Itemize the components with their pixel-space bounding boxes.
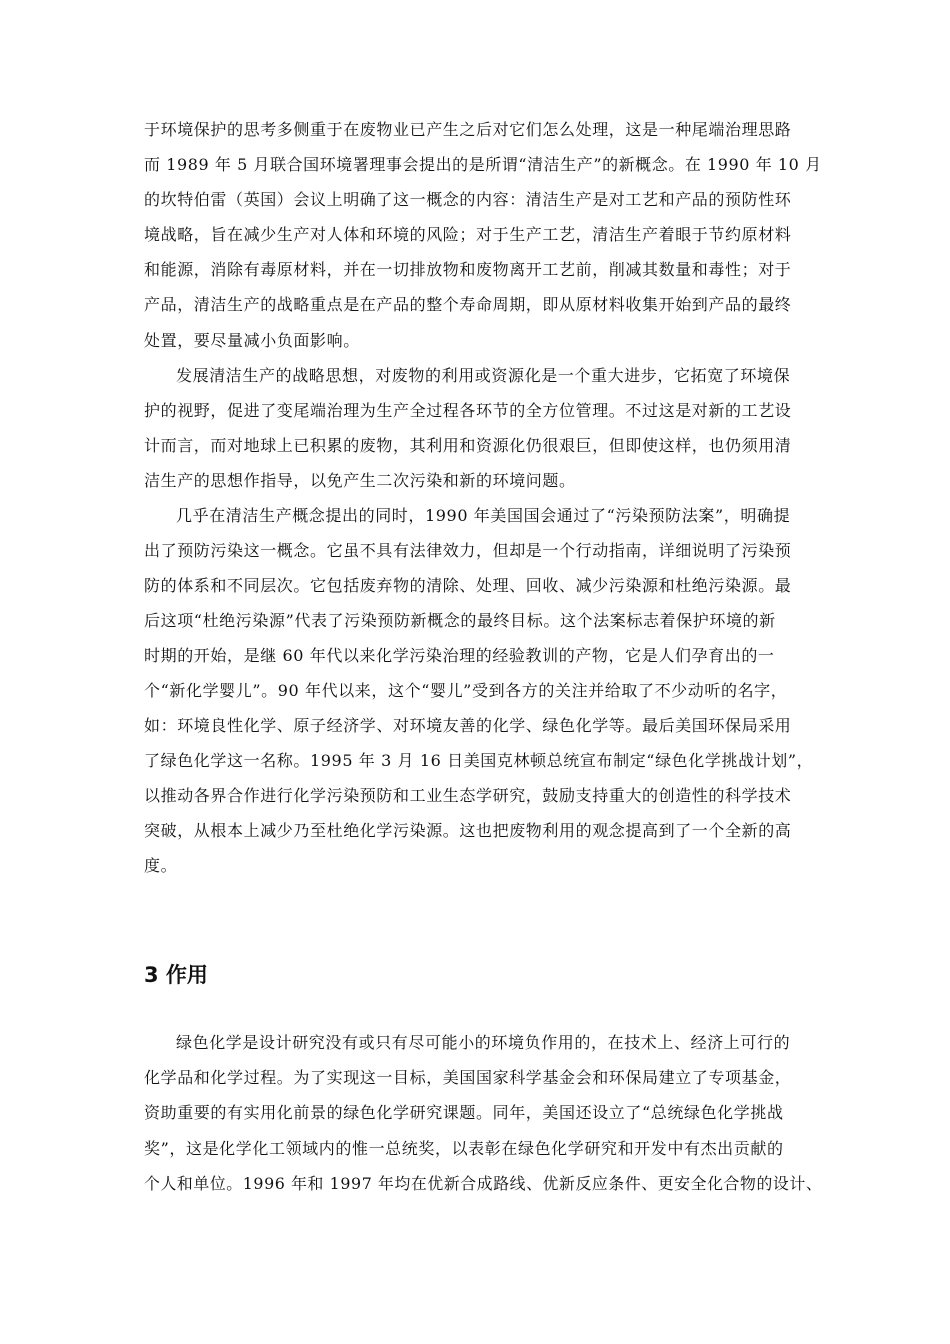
- text-line: 和能源，消除有毒原材料，并在一切排放物和废物离开工艺前，削减其数量和毒性；对于: [144, 260, 792, 279]
- text-line: 于环境保护的思考多侧重于在废物业已产生之后对它们怎么处理，这是一种尾端治理思路: [144, 120, 792, 139]
- text-line: 以推动各界合作进行化学污染预防和工业生态学研究，鼓励支持重大的创造性的科学技术: [144, 786, 792, 805]
- text-line: 几乎在清洁生产概念提出的同时，1990 年美国国会通过了“污染预防法案”，明确提: [176, 506, 791, 525]
- text-line: 防的体系和不同层次。它包括废弃物的清除、处理、回收、减少污染源和杜绝污染源。最: [144, 576, 792, 595]
- section-heading: 3 作用: [144, 963, 208, 987]
- text-line: 处置，要尽量减小负面影响。: [144, 331, 360, 350]
- text-line: 个“新化学婴儿”。90 年代以来，这个“婴儿”受到各方的关注并给取了不少动听的名字，: [144, 681, 788, 700]
- text-line: 如：环境良性化学、原子经济学、对环境友善的化学、绿色化学等。最后美国环保局采用: [144, 716, 792, 735]
- text-line: 而 1989 年 5 月联合国环境署理事会提出的是所谓“清洁生产”的新概念。在 1990 年 10 月: [144, 155, 822, 174]
- text-line: 计而言，而对地球上已积累的废物，其利用和资源化仍很艰巨，但即使这样，也仍须用清: [144, 436, 792, 455]
- text-line: 境战略，旨在减少生产对人体和环境的风险；对于生产工艺，清洁生产着眼于节约原材料: [144, 225, 792, 244]
- text-line: 突破，从根本上减少乃至杜绝化学污染源。这也把废物利用的观念提高到了一个全新的高: [144, 821, 792, 840]
- text-line: 的坎特伯雷（英国）会议上明确了这一概念的内容：清洁生产是对工艺和产品的预防性环: [144, 190, 792, 209]
- text-line: 奖”，这是化学化工领域内的惟一总统奖，以表彰在绿色化学研究和开发中有杰出贡献的: [144, 1139, 784, 1158]
- text-line: 产品，清洁生产的战略重点是在产品的整个寿命周期，即从原材料收集开始到产品的最终: [144, 295, 792, 314]
- text-line: 了绿色化学这一名称。1995 年 3 月 16 日美国克林顿总统宣布制定“绿色化学挑战计划”，: [144, 751, 814, 770]
- text-line: 护的视野，促进了变尾端治理为生产全过程各环节的全方位管理。不过这是对新的工艺设: [144, 401, 792, 420]
- text-line: 个人和单位。1996 年和 1997 年均在优新合成路线、优新反应条件、更安全化合物的设计、: [144, 1174, 823, 1193]
- text-line: 绿色化学是设计研究没有或只有尽可能小的环境负作用的，在技术上、经济上可行的: [176, 1033, 791, 1052]
- text-line: 发展清洁生产的战略思想，对废物的利用或资源化是一个重大进步，它拓宽了环境保: [176, 366, 791, 385]
- text-line: 时期的开始，是继 60 年代以来化学污染治理的经验教训的产物，它是人们孕育出的一: [144, 646, 775, 665]
- text-line: 化学品和化学过程。为了实现这一目标，美国国家科学基金会和环保局建立了专项基金，: [144, 1068, 792, 1087]
- text-line: 度。: [144, 856, 178, 875]
- text-line: 出了预防污染这一概念。它虽不具有法律效力，但却是一个行动指南，详细说明了污染预: [144, 541, 792, 560]
- text-line: 资助重要的有实用化前景的绿色化学研究课题。同年，美国还设立了“总统绿色化学挑战: [144, 1103, 784, 1122]
- text-line: 后这项“杜绝污染源”代表了污染预防新概念的最终目标。这个法案标志着保护环境的新: [144, 611, 776, 630]
- text-line: 洁生产的思想作指导，以免产生二次污染和新的环境问题。: [144, 471, 576, 490]
